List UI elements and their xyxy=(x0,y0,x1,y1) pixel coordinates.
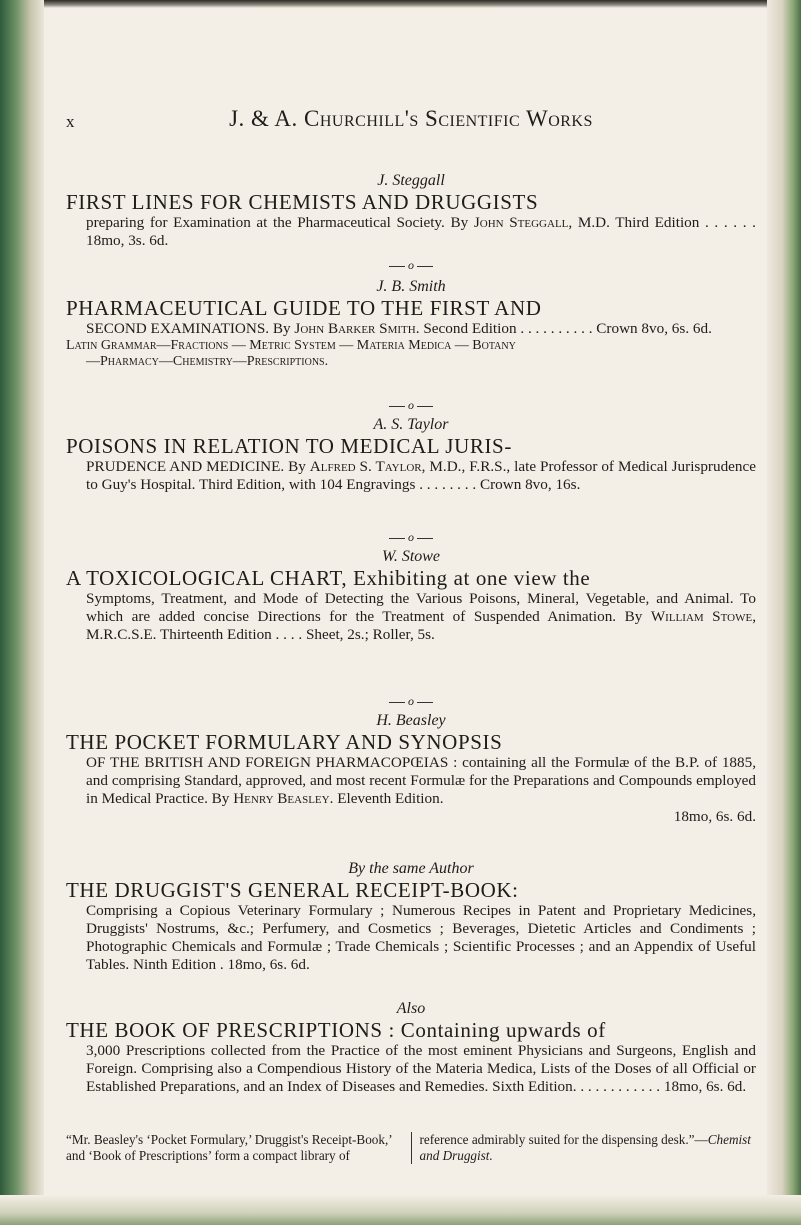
separator: o xyxy=(66,258,756,273)
contents-line: Latin Grammar—Fractions — Metric System — Materia Medica — Botany xyxy=(66,338,516,353)
separator: o xyxy=(66,694,756,709)
description-text: SECOND EXAMINATIONS. By xyxy=(86,320,295,337)
entry-title: THE DRUGGIST'S GENERAL RECEIPT-BOOK: xyxy=(66,878,519,902)
entry-description xyxy=(66,320,756,338)
entry-description xyxy=(66,214,756,250)
price: Crown 8vo, 16s. xyxy=(479,476,581,493)
running-title: J. & A. Churchill's Scientific Works xyxy=(229,106,593,131)
description-text: . Second Edition . . . . . . . . . . xyxy=(415,320,593,337)
separator: o xyxy=(66,398,756,413)
author-name: Alfred S. Taylor xyxy=(309,458,422,475)
description-text: . Eleventh Edition. xyxy=(329,790,444,807)
page-bottom-edge xyxy=(0,1195,801,1225)
author-name: William Stowe xyxy=(650,608,753,625)
entry-description xyxy=(66,902,756,974)
entry-title: A TOXICOLOGICAL CHART, Exhibiting at one view the xyxy=(66,566,591,590)
running-header xyxy=(66,106,756,136)
price: 18mo, 3s. 6d. xyxy=(86,232,169,249)
page-top-edge xyxy=(0,0,801,8)
entry-beasley-receipt-book xyxy=(66,860,756,974)
book-binding-left xyxy=(0,0,44,1225)
entry-author: W. Stowe xyxy=(381,548,441,565)
description-text: OF THE BRITISH AND FOREIGN PHARMACOPŒIAS : containing all the Formulæ of the B.P. of 1885, and comprising Standard, approved, and most recent Formulæ for the Preparations and Compounds employed in Medical Practice. By xyxy=(86,754,756,807)
entry-author: H. Beasley xyxy=(376,712,446,729)
entry-steggall xyxy=(66,172,756,250)
entry-title: POISONS IN RELATION TO MEDICAL JURIS- xyxy=(66,434,512,458)
book-binding-right xyxy=(767,0,801,1225)
entry-title: THE BOOK OF PRESCRIPTIONS : Containing upwards of xyxy=(66,1018,606,1042)
separator: o xyxy=(66,530,756,545)
quote-text: reference admirably suited for the dispensing desk.”— xyxy=(419,1132,708,1147)
price: Crown 8vo, 6s. 6d. xyxy=(596,320,712,337)
quote-left-column: “Mr. Beasley's ‘Pocket Formulary,’ Druggist's Receipt-Book,’ and ‘Book of Prescriptions’ form a compact library of xyxy=(66,1132,412,1164)
description-text: Comprising a Copious Veterinary Formulary ; Numerous Recipes in Patent and Proprietary Medicines, Druggists' Nostrums, &c.; Perfumery, and Cosmetics ; Beverages, Dietetic Articles and Condiments ; Photographic Chemicals and Formulæ ; Trade Chemicals ; Scientific Processes ; and an Appendix of Useful Tables. Ninth Edition . 18mo, 6s. 6d. xyxy=(86,902,756,973)
review-quote xyxy=(66,1132,756,1164)
description-text: PRUDENCE AND MEDICINE. By xyxy=(86,458,310,475)
entry-title: THE POCKET FORMULARY AND SYNOPSIS xyxy=(66,730,503,754)
entry-stowe xyxy=(66,548,756,644)
entry-taylor xyxy=(66,416,756,494)
entry-author: Also xyxy=(396,1000,426,1017)
quote-source: Chemist and Druggist. xyxy=(419,1132,751,1163)
entry-author: J. Steggall xyxy=(377,172,445,189)
quote-right-column xyxy=(412,1132,757,1164)
entry-title: PHARMACEUTICAL GUIDE TO THE FIRST AND xyxy=(66,296,542,320)
entry-description xyxy=(66,458,756,494)
author-name: John Steggall xyxy=(473,214,569,231)
entry-beasley-formulary xyxy=(66,712,756,826)
description-text: preparing for Examination at the Pharmaceutical Society. By xyxy=(86,214,474,231)
entry-author: J. B. Smith xyxy=(376,278,446,295)
description-text: , M.R.C.S.E. Thirteenth Edition . . . . xyxy=(86,608,756,643)
entry-title: FIRST LINES FOR CHEMISTS AND DRUGGISTS xyxy=(66,190,539,214)
price: Sheet, 2s.; Roller, 5s. xyxy=(305,626,435,643)
description-text: , M.D. Third Edition . . . . . . xyxy=(568,214,756,231)
author-name: Henry Beasley xyxy=(233,790,330,807)
description-text: Symptoms, Treatment, and Mode of Detecting the Various Poisons, Mineral, Vegetable, and Animal. To which are added concise Directions for the Treatment of Suspended Animation. By xyxy=(86,590,756,625)
entry-author: By the same Author xyxy=(348,860,474,877)
entry-smith xyxy=(66,278,756,370)
contents-line: —Pharmacy—Chemistry—Prescriptions. xyxy=(86,354,329,369)
price: 18mo, 6s. 6d. xyxy=(673,808,756,825)
entry-author: A. S. Taylor xyxy=(373,416,449,433)
description-text: , M.D., F.R.S., late Professor of Medical Jurisprudence to Guy's Hospital. Third Edition, with 104 Engravings . . . . . . . . xyxy=(86,458,756,493)
page-number: x xyxy=(66,112,75,131)
entry-description xyxy=(66,754,756,826)
price: 18mo, 6s. 6d. xyxy=(663,1078,747,1095)
contents-list xyxy=(66,338,756,370)
author-name: John Barker Smith xyxy=(294,320,416,337)
entry-book-of-prescriptions xyxy=(66,1000,756,1096)
entry-description xyxy=(66,590,756,644)
entry-description xyxy=(66,1042,756,1096)
description-text: 3,000 Prescriptions collected from the Practice of the most eminent Physicians and Surgeons, English and Foreign. Comprising also a Compendious History of the Materia Medica, Lists of the Doses of all Official or Established Preparations, and an Index of Diseases and Remedies. Sixth Edition. . . . . . . . . . . . xyxy=(86,1042,756,1095)
